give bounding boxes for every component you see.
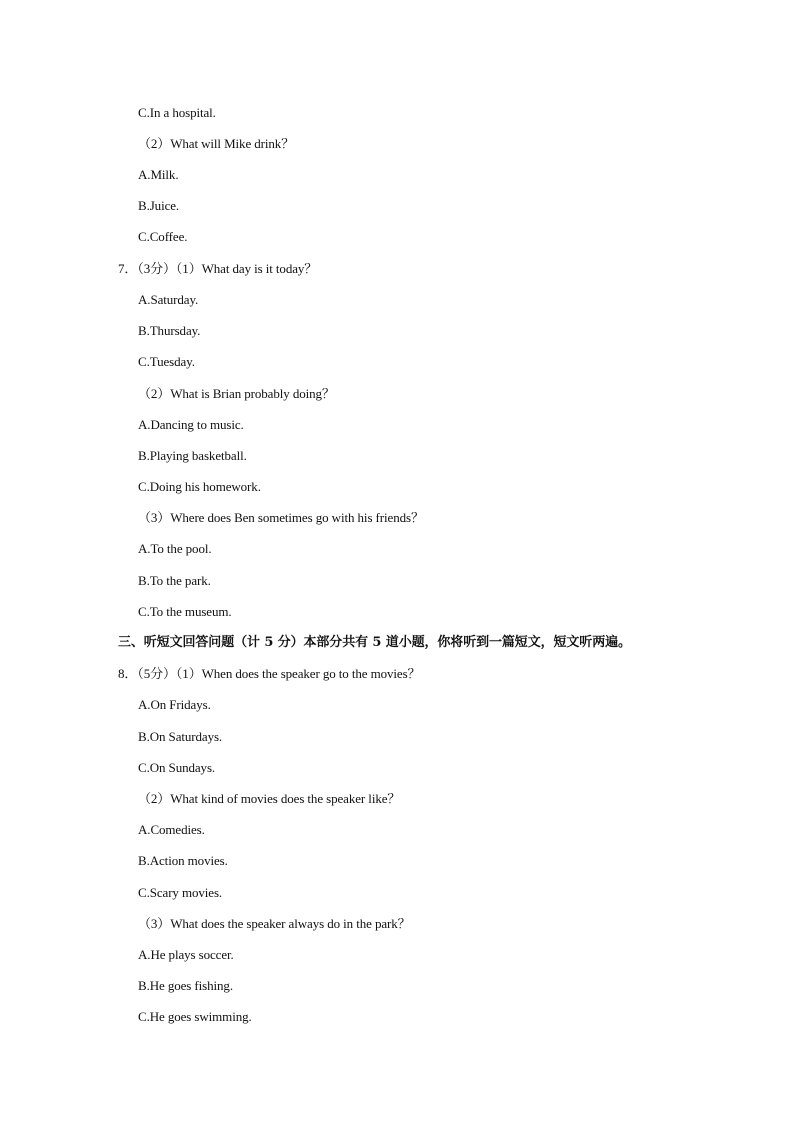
section-heading: 三、听短文回答问题（计 5 分）本部分共有 5 道小题，你将听到一篇短文，短文听两遍。 <box>118 635 631 650</box>
sub-question: （2）What is Brian probably doing？ <box>138 386 335 401</box>
question-7: 7．（3分）（1）What day is it today？ <box>118 261 318 276</box>
option-text: A.Milk. <box>138 167 179 182</box>
option-text: C.Coffee. <box>138 229 188 244</box>
option-text: B.On Saturdays. <box>138 729 223 744</box>
option-text: C.He goes swimming. <box>138 1009 252 1024</box>
option-text: C.Tuesday. <box>138 354 195 369</box>
option-text: C.In a hospital. <box>138 105 216 120</box>
option-text: A.To the pool. <box>138 541 212 556</box>
sub-question: （3）What does the speaker always do in the park？ <box>138 916 411 931</box>
sub-question: （3）Where does Ben sometimes go with his friends？ <box>138 510 424 525</box>
option-text: A.He plays soccer. <box>138 947 234 962</box>
sub-question: （2）What kind of movies does the speaker like？ <box>138 791 401 806</box>
option-text: B.Action movies. <box>138 853 228 868</box>
option-text: B.Playing basketball. <box>138 448 247 463</box>
option-text: C.On Sundays. <box>138 760 216 775</box>
option-text: B.To the park. <box>138 573 211 588</box>
option-text: B.Juice. <box>138 198 180 213</box>
option-text: B.Thursday. <box>138 323 201 338</box>
sub-question: （2）What will Mike drink？ <box>138 136 295 151</box>
option-text: B.He goes fishing. <box>138 978 233 993</box>
option-text: C.Doing his homework. <box>138 479 261 494</box>
option-text: A.Comedies. <box>138 822 205 837</box>
option-text: A.Dancing to music. <box>138 417 244 432</box>
option-text: C.Scary movies. <box>138 885 223 900</box>
question-8: 8．（5分）（1）When does the speaker go to the movies？ <box>118 666 421 681</box>
option-text: A.On Fridays. <box>138 697 211 712</box>
option-text: A.Saturday. <box>138 292 199 307</box>
option-text: C.To the museum. <box>138 604 232 619</box>
